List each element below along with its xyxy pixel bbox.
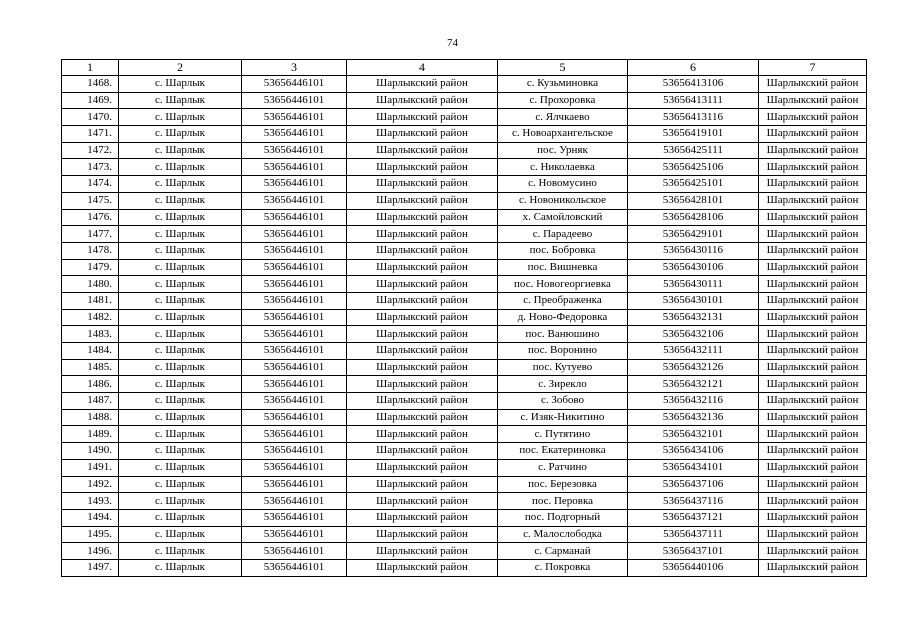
settlements-table xyxy=(61,59,867,577)
settlement-district-cell: Шарлыкский район xyxy=(759,242,867,259)
center-code-cell: 53656446101 xyxy=(242,292,347,309)
center-name-cell: с. Шарлык xyxy=(119,276,242,293)
settlement-district-cell: Шарлыкский район xyxy=(759,159,867,176)
settlement-name-cell: пос. Бобровка xyxy=(498,242,628,259)
settlement-district-cell: Шарлыкский район xyxy=(759,559,867,576)
center-name-cell: с. Шарлык xyxy=(119,343,242,360)
settlement-name-cell: с. Николаевка xyxy=(498,159,628,176)
center-name-cell: с. Шарлык xyxy=(119,393,242,410)
table-row xyxy=(62,142,867,159)
settlement-name-cell: с. Сарманай xyxy=(498,543,628,560)
settlement-name-cell: пос. Березовка xyxy=(498,476,628,493)
settlement-district-cell: Шарлыкский район xyxy=(759,309,867,326)
row-number-cell: 1492. xyxy=(62,476,119,493)
row-number-cell: 1496. xyxy=(62,543,119,560)
settlement-name-cell: с. Новоникольское xyxy=(498,192,628,209)
center-code-cell: 53656446101 xyxy=(242,443,347,460)
table-row xyxy=(62,426,867,443)
table-row xyxy=(62,359,867,376)
center-name-cell: с. Шарлык xyxy=(119,509,242,526)
settlement-name-cell: с. Прохоровка xyxy=(498,92,628,109)
center-district-cell: Шарлыкский район xyxy=(347,543,498,560)
row-number-cell: 1473. xyxy=(62,159,119,176)
column-header: 1 xyxy=(62,60,119,76)
column-header: 6 xyxy=(628,60,759,76)
settlement-district-cell: Шарлыкский район xyxy=(759,443,867,460)
settlement-code-cell: 53656434106 xyxy=(628,443,759,460)
settlement-code-cell: 53656432111 xyxy=(628,343,759,360)
settlement-code-cell: 53656428101 xyxy=(628,192,759,209)
center-code-cell: 53656446101 xyxy=(242,409,347,426)
table-row xyxy=(62,226,867,243)
table-row xyxy=(62,559,867,576)
settlement-name-cell: пос. Воронино xyxy=(498,343,628,360)
settlement-code-cell: 53656419101 xyxy=(628,126,759,143)
settlement-district-cell: Шарлыкский район xyxy=(759,192,867,209)
center-name-cell: с. Шарлык xyxy=(119,242,242,259)
settlement-code-cell: 53656425106 xyxy=(628,159,759,176)
settlement-code-cell: 53656432101 xyxy=(628,426,759,443)
center-district-cell: Шарлыкский район xyxy=(347,343,498,360)
column-header: 2 xyxy=(119,60,242,76)
settlement-district-cell: Шарлыкский район xyxy=(759,276,867,293)
center-district-cell: Шарлыкский район xyxy=(347,309,498,326)
center-code-cell: 53656446101 xyxy=(242,259,347,276)
center-name-cell: с. Шарлык xyxy=(119,443,242,460)
settlement-district-cell: Шарлыкский район xyxy=(759,543,867,560)
page-number: 74 xyxy=(447,37,458,49)
column-header: 3 xyxy=(242,60,347,76)
table-row xyxy=(62,526,867,543)
settlement-name-cell: с. Покровка xyxy=(498,559,628,576)
row-number-cell: 1476. xyxy=(62,209,119,226)
center-district-cell: Шарлыкский район xyxy=(347,292,498,309)
center-name-cell: с. Шарлык xyxy=(119,526,242,543)
settlement-district-cell: Шарлыкский район xyxy=(759,92,867,109)
settlement-code-cell: 53656430116 xyxy=(628,242,759,259)
settlement-district-cell: Шарлыкский район xyxy=(759,259,867,276)
settlement-district-cell: Шарлыкский район xyxy=(759,326,867,343)
settlement-district-cell: Шарлыкский район xyxy=(759,359,867,376)
center-code-cell: 53656446101 xyxy=(242,76,347,93)
center-district-cell: Шарлыкский район xyxy=(347,559,498,576)
row-number-cell: 1478. xyxy=(62,242,119,259)
settlement-name-cell: с. Малослободка xyxy=(498,526,628,543)
settlement-name-cell: х. Самойловский xyxy=(498,209,628,226)
center-code-cell: 53656446101 xyxy=(242,242,347,259)
settlement-name-cell: с. Преображенка xyxy=(498,292,628,309)
settlement-district-cell: Шарлыкский район xyxy=(759,292,867,309)
table-row xyxy=(62,159,867,176)
center-district-cell: Шарлыкский район xyxy=(347,276,498,293)
settlement-code-cell: 53656413116 xyxy=(628,109,759,126)
center-district-cell: Шарлыкский район xyxy=(347,209,498,226)
table-row xyxy=(62,76,867,93)
center-name-cell: с. Шарлык xyxy=(119,543,242,560)
center-code-cell: 53656446101 xyxy=(242,209,347,226)
table-row xyxy=(62,176,867,193)
settlement-code-cell: 53656437106 xyxy=(628,476,759,493)
settlement-name-cell: пос. Ванюшино xyxy=(498,326,628,343)
center-district-cell: Шарлыкский район xyxy=(347,443,498,460)
center-name-cell: с. Шарлык xyxy=(119,326,242,343)
row-number-cell: 1477. xyxy=(62,226,119,243)
center-district-cell: Шарлыкский район xyxy=(347,92,498,109)
center-name-cell: с. Шарлык xyxy=(119,426,242,443)
settlement-name-cell: с. Новоархангельское xyxy=(498,126,628,143)
table-row xyxy=(62,259,867,276)
settlement-name-cell: д. Ново-Федоровка xyxy=(498,309,628,326)
center-name-cell: с. Шарлык xyxy=(119,92,242,109)
center-district-cell: Шарлыкский район xyxy=(347,393,498,410)
settlement-code-cell: 53656413111 xyxy=(628,92,759,109)
center-district-cell: Шарлыкский район xyxy=(347,426,498,443)
center-code-cell: 53656446101 xyxy=(242,426,347,443)
center-name-cell: с. Шарлык xyxy=(119,359,242,376)
center-district-cell: Шарлыкский район xyxy=(347,176,498,193)
settlement-code-cell: 53656430106 xyxy=(628,259,759,276)
row-number-cell: 1494. xyxy=(62,509,119,526)
center-district-cell: Шарлыкский район xyxy=(347,376,498,393)
table-row xyxy=(62,192,867,209)
center-name-cell: с. Шарлык xyxy=(119,459,242,476)
table-row xyxy=(62,476,867,493)
center-name-cell: с. Шарлык xyxy=(119,176,242,193)
table-row xyxy=(62,343,867,360)
row-number-cell: 1487. xyxy=(62,393,119,410)
center-district-cell: Шарлыкский район xyxy=(347,359,498,376)
table-row xyxy=(62,126,867,143)
settlement-code-cell: 53656432106 xyxy=(628,326,759,343)
settlement-name-cell: пос. Подгорный xyxy=(498,509,628,526)
center-district-cell: Шарлыкский район xyxy=(347,142,498,159)
center-name-cell: с. Шарлык xyxy=(119,76,242,93)
center-name-cell: с. Шарлык xyxy=(119,259,242,276)
center-district-cell: Шарлыкский район xyxy=(347,493,498,510)
row-number-cell: 1485. xyxy=(62,359,119,376)
row-number-cell: 1479. xyxy=(62,259,119,276)
center-code-cell: 53656446101 xyxy=(242,393,347,410)
row-number-cell: 1474. xyxy=(62,176,119,193)
settlement-district-cell: Шарлыкский район xyxy=(759,76,867,93)
settlement-district-cell: Шарлыкский район xyxy=(759,376,867,393)
center-code-cell: 53656446101 xyxy=(242,126,347,143)
settlement-name-cell: пос. Новогеоргиевка xyxy=(498,276,628,293)
table-row xyxy=(62,92,867,109)
settlement-code-cell: 53656428106 xyxy=(628,209,759,226)
settlement-code-cell: 53656437116 xyxy=(628,493,759,510)
center-code-cell: 53656446101 xyxy=(242,476,347,493)
row-number-cell: 1493. xyxy=(62,493,119,510)
center-district-cell: Шарлыкский район xyxy=(347,409,498,426)
row-number-cell: 1472. xyxy=(62,142,119,159)
center-district-cell: Шарлыкский район xyxy=(347,459,498,476)
settlement-code-cell: 53656413106 xyxy=(628,76,759,93)
center-district-cell: Шарлыкский район xyxy=(347,326,498,343)
row-number-cell: 1471. xyxy=(62,126,119,143)
row-number-cell: 1468. xyxy=(62,76,119,93)
settlement-name-cell: с. Новомусино xyxy=(498,176,628,193)
row-number-cell: 1488. xyxy=(62,409,119,426)
row-number-cell: 1489. xyxy=(62,426,119,443)
table-row xyxy=(62,242,867,259)
center-name-cell: с. Шарлык xyxy=(119,376,242,393)
settlement-name-cell: с. Ялчкаево xyxy=(498,109,628,126)
center-district-cell: Шарлыкский район xyxy=(347,126,498,143)
center-name-cell: с. Шарлык xyxy=(119,226,242,243)
settlement-district-cell: Шарлыкский район xyxy=(759,409,867,426)
table-row xyxy=(62,443,867,460)
center-name-cell: с. Шарлык xyxy=(119,109,242,126)
center-name-cell: с. Шарлык xyxy=(119,559,242,576)
settlement-district-cell: Шарлыкский район xyxy=(759,226,867,243)
center-code-cell: 53656446101 xyxy=(242,142,347,159)
settlement-code-cell: 53656425111 xyxy=(628,142,759,159)
center-code-cell: 53656446101 xyxy=(242,359,347,376)
center-district-cell: Шарлыкский район xyxy=(347,159,498,176)
table-row xyxy=(62,543,867,560)
center-code-cell: 53656446101 xyxy=(242,92,347,109)
center-code-cell: 53656446101 xyxy=(242,276,347,293)
center-code-cell: 53656446101 xyxy=(242,326,347,343)
settlement-district-cell: Шарлыкский район xyxy=(759,142,867,159)
settlement-code-cell: 53656437101 xyxy=(628,543,759,560)
table-row xyxy=(62,376,867,393)
settlement-code-cell: 53656430101 xyxy=(628,292,759,309)
table-row xyxy=(62,409,867,426)
row-number-cell: 1483. xyxy=(62,326,119,343)
table-row xyxy=(62,509,867,526)
center-code-cell: 53656446101 xyxy=(242,192,347,209)
center-district-cell: Шарлыкский район xyxy=(347,526,498,543)
settlement-name-cell: с. Путятино xyxy=(498,426,628,443)
settlement-district-cell: Шарлыкский район xyxy=(759,393,867,410)
row-number-cell: 1497. xyxy=(62,559,119,576)
settlement-district-cell: Шарлыкский район xyxy=(759,459,867,476)
center-name-cell: с. Шарлык xyxy=(119,209,242,226)
center-name-cell: с. Шарлык xyxy=(119,493,242,510)
table-row xyxy=(62,493,867,510)
settlement-code-cell: 53656432136 xyxy=(628,409,759,426)
settlement-district-cell: Шарлыкский район xyxy=(759,343,867,360)
settlement-name-cell: с. Кузьминовка xyxy=(498,76,628,93)
settlement-name-cell: пос. Вишневка xyxy=(498,259,628,276)
center-district-cell: Шарлыкский район xyxy=(347,259,498,276)
table-row xyxy=(62,276,867,293)
settlement-name-cell: пос. Перовка xyxy=(498,493,628,510)
row-number-cell: 1480. xyxy=(62,276,119,293)
center-code-cell: 53656446101 xyxy=(242,459,347,476)
settlement-code-cell: 53656432116 xyxy=(628,393,759,410)
settlement-district-cell: Шарлыкский район xyxy=(759,526,867,543)
settlement-code-cell: 53656430111 xyxy=(628,276,759,293)
settlement-code-cell: 53656434101 xyxy=(628,459,759,476)
settlement-district-cell: Шарлыкский район xyxy=(759,126,867,143)
table-row xyxy=(62,109,867,126)
settlement-code-cell: 53656437111 xyxy=(628,526,759,543)
settlement-code-cell: 53656429101 xyxy=(628,226,759,243)
settlement-name-cell: пос. Кутуево xyxy=(498,359,628,376)
row-number-cell: 1475. xyxy=(62,192,119,209)
settlement-name-cell: с. Парадеево xyxy=(498,226,628,243)
center-code-cell: 53656446101 xyxy=(242,543,347,560)
settlement-code-cell: 53656437121 xyxy=(628,509,759,526)
settlement-code-cell: 53656432121 xyxy=(628,376,759,393)
settlement-district-cell: Шарлыкский район xyxy=(759,426,867,443)
settlement-code-cell: 53656432126 xyxy=(628,359,759,376)
center-name-cell: с. Шарлык xyxy=(119,292,242,309)
center-code-cell: 53656446101 xyxy=(242,526,347,543)
settlement-name-cell: пос. Екатериновка xyxy=(498,443,628,460)
row-number-cell: 1491. xyxy=(62,459,119,476)
row-number-cell: 1490. xyxy=(62,443,119,460)
center-district-cell: Шарлыкский район xyxy=(347,476,498,493)
center-district-cell: Шарлыкский район xyxy=(347,242,498,259)
row-number-cell: 1482. xyxy=(62,309,119,326)
settlement-code-cell: 53656440106 xyxy=(628,559,759,576)
center-name-cell: с. Шарлык xyxy=(119,142,242,159)
center-name-cell: с. Шарлык xyxy=(119,409,242,426)
column-header: 5 xyxy=(498,60,628,76)
settlement-name-cell: с. Изяк-Никитино xyxy=(498,409,628,426)
table-row xyxy=(62,292,867,309)
center-district-cell: Шарлыкский район xyxy=(347,509,498,526)
center-code-cell: 53656446101 xyxy=(242,176,347,193)
center-code-cell: 53656446101 xyxy=(242,509,347,526)
settlement-district-cell: Шарлыкский район xyxy=(759,509,867,526)
center-code-cell: 53656446101 xyxy=(242,343,347,360)
row-number-cell: 1470. xyxy=(62,109,119,126)
center-district-cell: Шарлыкский район xyxy=(347,76,498,93)
settlement-district-cell: Шарлыкский район xyxy=(759,476,867,493)
column-header: 4 xyxy=(347,60,498,76)
row-number-cell: 1469. xyxy=(62,92,119,109)
settlement-district-cell: Шарлыкский район xyxy=(759,209,867,226)
table-row xyxy=(62,309,867,326)
center-name-cell: с. Шарлык xyxy=(119,309,242,326)
settlement-name-cell: с. Ратчино xyxy=(498,459,628,476)
center-district-cell: Шарлыкский район xyxy=(347,109,498,126)
center-code-cell: 53656446101 xyxy=(242,376,347,393)
settlement-district-cell: Шарлыкский район xyxy=(759,176,867,193)
row-number-cell: 1486. xyxy=(62,376,119,393)
center-name-cell: с. Шарлык xyxy=(119,192,242,209)
settlement-name-cell: с. Зирекло xyxy=(498,376,628,393)
settlement-district-cell: Шарлыкский район xyxy=(759,493,867,510)
center-code-cell: 53656446101 xyxy=(242,109,347,126)
center-code-cell: 53656446101 xyxy=(242,226,347,243)
center-district-cell: Шарлыкский район xyxy=(347,226,498,243)
settlement-name-cell: пос. Урняк xyxy=(498,142,628,159)
table-row xyxy=(62,393,867,410)
center-code-cell: 53656446101 xyxy=(242,559,347,576)
settlement-name-cell: с. Зобово xyxy=(498,393,628,410)
center-name-cell: с. Шарлык xyxy=(119,126,242,143)
center-name-cell: с. Шарлык xyxy=(119,159,242,176)
table-row xyxy=(62,209,867,226)
center-district-cell: Шарлыкский район xyxy=(347,192,498,209)
center-code-cell: 53656446101 xyxy=(242,493,347,510)
settlement-district-cell: Шарлыкский район xyxy=(759,109,867,126)
row-number-cell: 1481. xyxy=(62,292,119,309)
center-code-cell: 53656446101 xyxy=(242,159,347,176)
center-code-cell: 53656446101 xyxy=(242,309,347,326)
column-header: 7 xyxy=(759,60,867,76)
settlement-code-cell: 53656425101 xyxy=(628,176,759,193)
settlement-code-cell: 53656432131 xyxy=(628,309,759,326)
table-row xyxy=(62,459,867,476)
center-name-cell: с. Шарлык xyxy=(119,476,242,493)
row-number-cell: 1484. xyxy=(62,343,119,360)
table-row xyxy=(62,326,867,343)
header-row xyxy=(62,60,867,76)
row-number-cell: 1495. xyxy=(62,526,119,543)
